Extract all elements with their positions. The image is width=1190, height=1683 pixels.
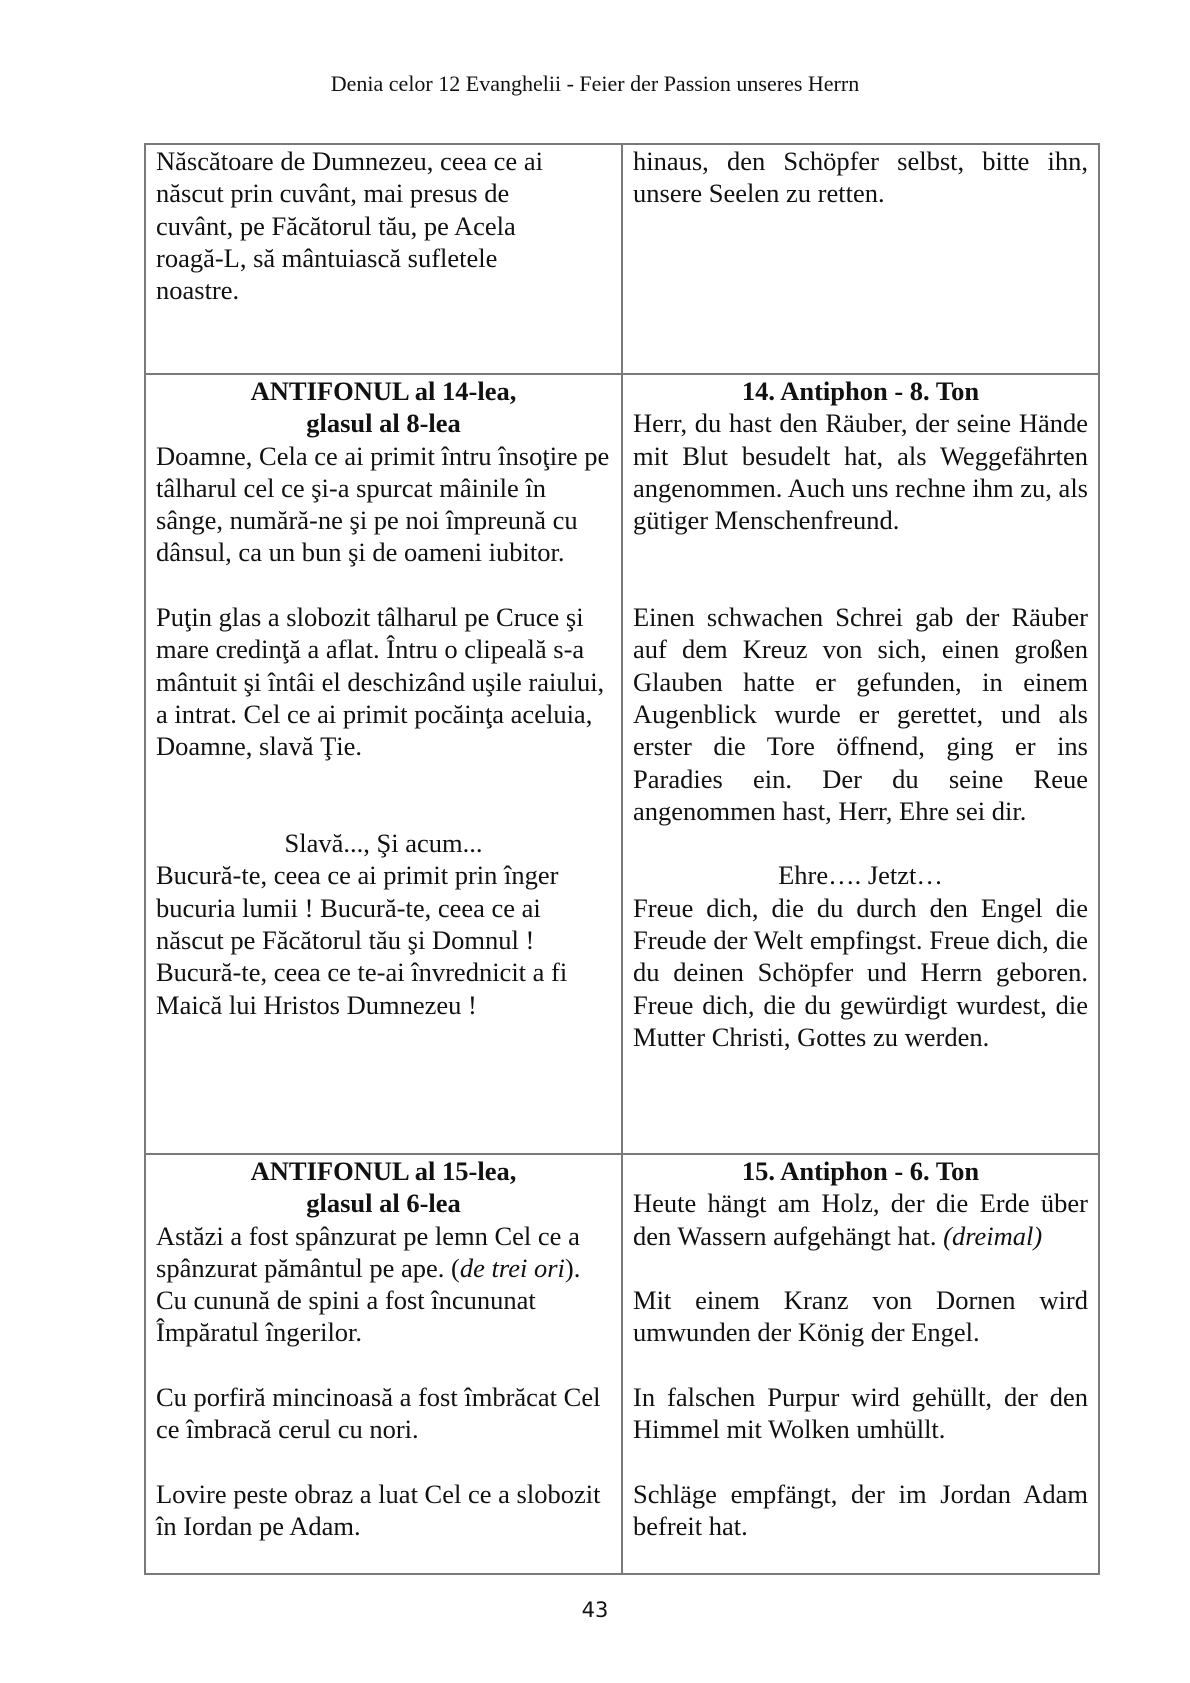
parallel-text-table xyxy=(144,143,1100,1575)
romanian-cell xyxy=(145,374,622,1154)
german-paragraph: Herr, du hast den Räuber, der seine Hände mit Blut besudelt hat, als Weggefährten angenommen. Auch uns rechne ihm zu, als gütiger Menschenfreund. xyxy=(633,408,1088,536)
german-paragraph: Schläge empfängt, der im Jordan Adam befreit hat. xyxy=(633,1478,1088,1542)
antiphon-heading-ro: ANTIFONUL al 14-lea, xyxy=(250,376,517,406)
tone-heading-ro: glasul al 6-lea xyxy=(306,1188,461,1219)
antiphon-heading-de: 15. Antiphon - 6. Ton xyxy=(741,1156,980,1186)
antiphon-heading-de: 14. Antiphon - 8. Ton xyxy=(741,376,980,406)
german-paragraph xyxy=(633,1187,1088,1252)
romanian-cell xyxy=(145,144,622,374)
romanian-paragraph: Lovire peste obraz a luat Cel ce a slobozit în Iordan pe Adam. xyxy=(156,1478,601,1542)
table-row xyxy=(145,374,1099,1154)
rubric-italic: de trei ori xyxy=(459,1252,565,1283)
german-cell xyxy=(622,374,1099,1154)
page-number: 43 xyxy=(581,1598,609,1622)
tone-heading-ro: glasul al 8-lea xyxy=(306,408,461,439)
romanian-paragraph: Doamne, Cela ce ai primit întru însoţire pe tâlharul cel ce şi-a spurcat mâinile în sânge, numără-ne şi pe noi împreună cu dânsul, ca un bun şi de oameni iubitor. xyxy=(156,440,610,568)
table-row xyxy=(145,1154,1099,1574)
paragraph-text: Heute hängt am Holz, der die Erde über den Wassern aufgehängt hat. xyxy=(633,1188,1088,1251)
german-paragraph: Mit einem Kranz von Dornen wird umwunden der König der Engel. xyxy=(633,1285,1088,1348)
paragraph-text: ). xyxy=(564,1252,581,1283)
running-header: Denia celor 12 Evanghelii - Feier der Passion unseres Herrn xyxy=(330,71,860,96)
german-paragraph: Freue dich, die du durch den Engel die Freude der Welt empfingst. Freue dich, die du deinen Schöpfer und Herrn geboren. Freue dich, die du gewürdigt wurdest, die Mutter Christi, Gottes zu werden. xyxy=(633,892,1088,1052)
german-cell xyxy=(622,1154,1099,1574)
romanian-paragraph: Născătoare de Dumnezeu, ceea ce ai născut prin cuvânt, mai presus de cuvânt, pe Făcătorul tău, pe Acela roagă-L, să mântuiască sufletele noastre. xyxy=(156,146,543,306)
german-paragraph: hinaus, den Schöpfer selbst, bitte ihn, unsere Seelen zu retten. xyxy=(633,146,1088,209)
romanian-paragraph: Cu porfiră mincinoasă a fost îmbrăcat Cel ce îmbracă cerul cu nori. xyxy=(156,1382,601,1445)
german-paragraph: In falschen Purpur wird gehüllt, der den Himmel mit Wolken umhüllt. xyxy=(633,1382,1088,1445)
romanian-paragraph xyxy=(156,1220,611,1285)
german-paragraph: Einen schwachen Schrei gab der Räuber auf dem Kreuz von sich, einen großen Glauben hatte er gefunden, in einem Augenblick wurde er gerettet, und als erster die Tore öffnend, ging er ins Paradies ein. Der du seine Reue angenommen hast, Herr, Ehre sei dir. xyxy=(633,602,1088,826)
paragraph-text: Astăzi a fost spânzurat pe lemn Cel ce a spânzurat pământul pe ape. ( xyxy=(156,1220,580,1283)
doxology-de: Ehre…. Jetzt… xyxy=(778,860,943,891)
german-cell xyxy=(622,144,1099,374)
romanian-paragraph: Cu cunună de spini a fost încununat Împăratul îngerilor. xyxy=(156,1285,536,1348)
antiphon-heading-ro: ANTIFONUL al 15-lea, xyxy=(250,1156,517,1186)
rubric-italic: (dreimal) xyxy=(943,1220,1043,1251)
romanian-cell xyxy=(145,1154,622,1574)
table-row xyxy=(145,144,1099,374)
doxology-ro: Slavă..., Şi acum... xyxy=(284,828,483,859)
romanian-paragraph: Puţin glas a slobozit tâlharul pe Cruce şi mare credinţă a aflat. Întru o clipeală s-a mântuit şi întâi el deschizând uşile raiului, a intrat. Cel ce ai primit pocăinţa aceluia, Doamne, slavă Ţie. xyxy=(156,602,605,762)
romanian-paragraph: Bucură-te, ceea ce ai primit prin înger bucuria lumii ! Bucură-te, ceea ce ai născut pe Făcătorul tău şi Domnul ! Bucură-te, ceea ce te-ai învrednicit a fi Maică lui Hristos Dumnezeu ! xyxy=(156,860,568,1020)
